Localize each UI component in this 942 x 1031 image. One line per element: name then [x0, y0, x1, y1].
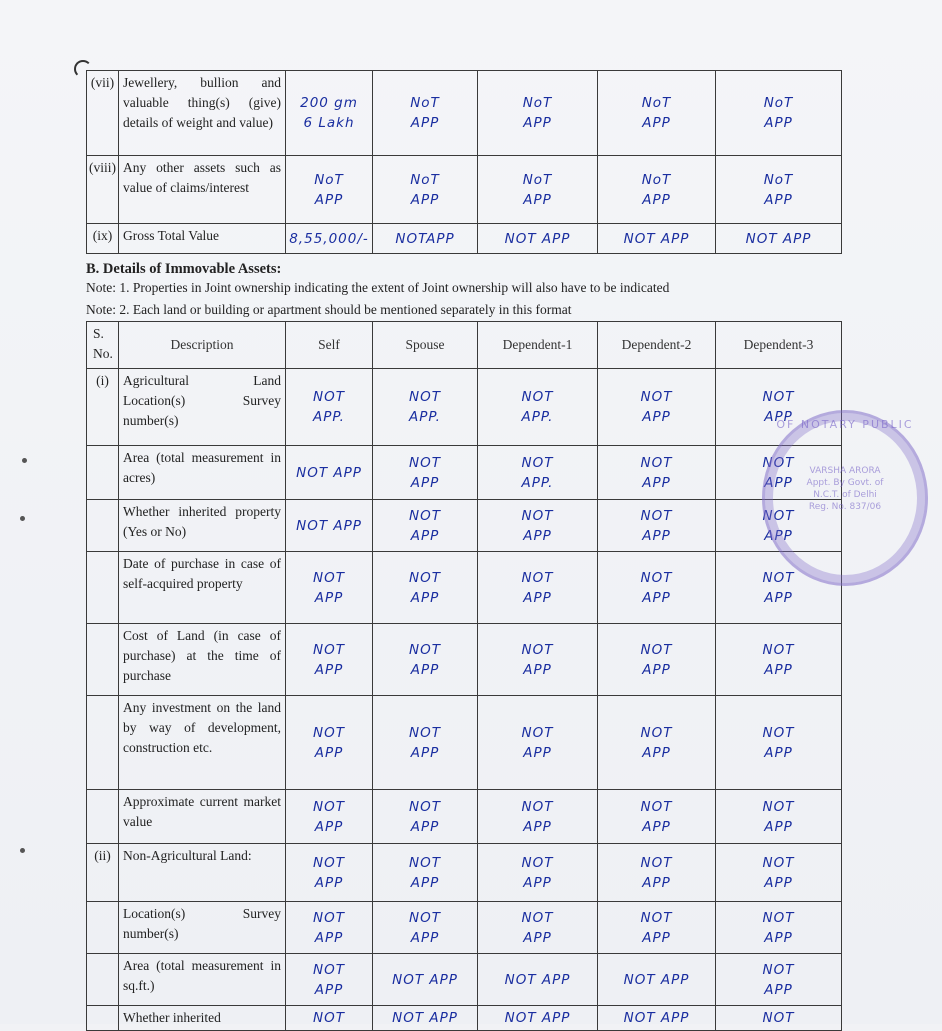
- handwritten-text: NOT APP: [409, 507, 441, 544]
- handwritten-text: NOT APP: [640, 454, 673, 491]
- handwritten-entry: [478, 624, 598, 696]
- handwritten-text: NOT APP: [392, 971, 458, 988]
- handwritten-text: NOT APP: [313, 724, 345, 761]
- handwritten-text: NOT APP: [296, 517, 362, 534]
- row-description: Approximate current market value: [119, 790, 286, 844]
- handwritten-entry: [598, 446, 716, 500]
- handwritten-entry: [598, 954, 716, 1006]
- handwritten-text: NOT APP: [409, 569, 441, 606]
- table-row: [87, 224, 842, 254]
- handwritten-entry: [373, 624, 478, 696]
- header-sno: S. No.: [87, 322, 119, 369]
- handwritten-entry: [286, 500, 373, 552]
- handwritten-text: NOT APP.: [521, 389, 554, 425]
- handwritten-entry: [286, 446, 373, 500]
- handwritten-text: NOT APP: [521, 854, 554, 891]
- header-dependent-1: Dependent-1: [478, 322, 598, 369]
- handwritten-entry: [286, 71, 373, 156]
- handwritten-text: NOT APP.: [313, 389, 345, 425]
- handwritten-entry: [478, 224, 598, 254]
- handwritten-entry: [716, 790, 842, 844]
- stamp-arc-text: OF NOTARY PUBLIC: [776, 418, 914, 431]
- notary-stamp: [762, 410, 928, 586]
- handwritten-text: NOT APP: [521, 507, 554, 544]
- handwritten-entry: [478, 71, 598, 156]
- handwritten-entry: [286, 790, 373, 844]
- handwritten-text: 8,55,000/-: [289, 230, 369, 247]
- handwritten-text: NoT APP: [314, 171, 344, 208]
- handwritten-entry: [286, 844, 373, 902]
- handwritten-entry: [286, 696, 373, 790]
- handwritten-entry: [373, 954, 478, 1006]
- row-description: Any investment on the land by way of development, construction etc.: [119, 696, 286, 790]
- handwritten-entry: [286, 369, 373, 446]
- handwritten-text: NoT APP: [410, 171, 440, 208]
- handwritten-entry: [478, 446, 598, 500]
- handwritten-text: NOT APP: [409, 724, 441, 761]
- row-number: [87, 696, 119, 790]
- handwritten-entry: [716, 696, 842, 790]
- handwritten-text: NOT APP: [762, 389, 795, 425]
- row-number: [87, 624, 119, 696]
- handwritten-entry: [286, 224, 373, 254]
- handwritten-text: NOT APP: [504, 971, 571, 988]
- punch-hole: [20, 516, 25, 521]
- handwritten-entry: [373, 500, 478, 552]
- handwritten-text: NOT APP: [745, 230, 812, 247]
- row-description: Non-Agricultural Land:: [119, 844, 286, 902]
- handwritten-entry: [716, 902, 842, 954]
- handwritten-text: NOT APP: [623, 971, 690, 988]
- table-row: [87, 446, 842, 500]
- note-2: Note: 2. Each land or building or apartment should be mentioned separately in this format: [86, 302, 572, 317]
- handwritten-entry: [716, 156, 842, 224]
- handwritten-text: NOT APP: [521, 724, 554, 761]
- header-row: [87, 322, 842, 369]
- table-row: [87, 369, 842, 446]
- table-row: [87, 844, 842, 902]
- punch-hole: [22, 458, 27, 463]
- handwritten-entry: [598, 624, 716, 696]
- handwritten-entry: [598, 790, 716, 844]
- handwritten-text: NOT APP: [640, 798, 673, 835]
- handwritten-text: NOT APP: [313, 641, 345, 678]
- handwritten-entry: [598, 224, 716, 254]
- table-row: [87, 552, 842, 624]
- row-description: Gross Total Value: [119, 224, 286, 254]
- handwritten-entry: [286, 954, 373, 1006]
- handwritten-text: NOT APP: [640, 507, 673, 544]
- handwritten-text: NOT APP: [762, 724, 795, 761]
- handwritten-text: NOT APP: [521, 909, 554, 946]
- handwritten-entry: [373, 696, 478, 790]
- handwritten-entry: [478, 844, 598, 902]
- header-dependent-3: Dependent-3: [716, 322, 842, 369]
- handwritten-text: NOT APP: [313, 961, 345, 998]
- handwritten-entry: [478, 790, 598, 844]
- row-number: [87, 500, 119, 552]
- handwritten-entry: [373, 1006, 478, 1031]
- row-number: [87, 552, 119, 624]
- handwritten-entry: [598, 552, 716, 624]
- handwritten-text: NOT APP: [640, 854, 673, 891]
- handwritten-text: NOT APP: [640, 389, 673, 425]
- handwritten-entry: [598, 156, 716, 224]
- handwritten-text: NOT APP: [504, 230, 571, 247]
- row-description: Location(s) Survey number(s): [119, 902, 286, 954]
- handwritten-text: NOT APP: [313, 798, 345, 835]
- handwritten-entry: [598, 369, 716, 446]
- row-description: Any other assets such as value of claims/interest: [119, 156, 286, 224]
- table-row: [87, 71, 842, 156]
- table-row: [87, 156, 842, 224]
- handwritten-entry: [716, 71, 842, 156]
- handwritten-text: NOT APP.: [521, 454, 554, 491]
- handwritten-entry: [716, 1006, 842, 1031]
- handwritten-entry: [598, 1006, 716, 1031]
- stamp-line: N.C.T. of Delhi: [813, 490, 877, 500]
- handwritten-entry: [286, 156, 373, 224]
- handwritten-text: NOT APP: [762, 454, 795, 491]
- row-number: (ix): [87, 224, 119, 254]
- handwritten-entry: [598, 500, 716, 552]
- handwritten-entry: [478, 500, 598, 552]
- handwritten-text: NOT APP: [762, 641, 795, 678]
- handwritten-text: NOT APP: [521, 641, 554, 678]
- handwritten-entry: [598, 844, 716, 902]
- row-number: [87, 1006, 119, 1031]
- handwritten-entry: [478, 954, 598, 1006]
- handwritten-text: NOT APP: [313, 569, 345, 606]
- table-row: [87, 624, 842, 696]
- handwritten-entry: [716, 224, 842, 254]
- table-row: [87, 1006, 842, 1031]
- handwritten-text: NOT APP: [623, 230, 690, 247]
- handwritten-entry: [716, 954, 842, 1006]
- handwritten-text: NOT: [762, 1010, 795, 1026]
- row-description: Jewellery, bullion and valuable thing(s) (give) details of weight and value): [119, 71, 286, 156]
- handwritten-entry: [373, 844, 478, 902]
- table-row: [87, 500, 842, 552]
- handwritten-entry: [373, 156, 478, 224]
- handwritten-entry: [598, 902, 716, 954]
- handwritten-text: NOT APP: [409, 798, 441, 835]
- handwritten-text: NOT APP: [762, 569, 795, 606]
- handwritten-entry: [286, 624, 373, 696]
- handwritten-text: NOT APP: [762, 961, 795, 998]
- row-number: [87, 790, 119, 844]
- table-row: [87, 790, 842, 844]
- handwritten-entry: [478, 369, 598, 446]
- row-number: (viii): [87, 156, 119, 224]
- handwritten-entry: [373, 224, 478, 254]
- handwritten-entry: [286, 902, 373, 954]
- handwritten-text: NOT APP: [762, 798, 795, 835]
- table-row: [87, 696, 842, 790]
- table-row: [87, 954, 842, 1006]
- stamp-line: VARSHA ARORA: [809, 466, 881, 476]
- immovable-assets-table: [86, 321, 842, 1031]
- row-description: Cost of Land (in case of purchase) at the time of purchase: [119, 624, 286, 696]
- handwritten-entry: [286, 552, 373, 624]
- handwritten-text: NOT APP: [409, 854, 441, 891]
- handwritten-text: NOT APP: [521, 569, 554, 606]
- handwritten-entry: [478, 902, 598, 954]
- row-description: Whether inherited property (Yes or No): [119, 500, 286, 552]
- handwritten-text: 200 gm 6 Lakh: [300, 95, 358, 131]
- handwritten-entry: [286, 1006, 373, 1031]
- table-row: [87, 902, 842, 954]
- handwritten-text: NoT APP: [410, 95, 440, 131]
- handwritten-text: NOT APP: [640, 641, 673, 678]
- handwritten-entry: [478, 156, 598, 224]
- punch-hole: [20, 848, 25, 853]
- section-title: B. Details of Immovable Assets:: [86, 261, 282, 277]
- row-number: (i): [87, 369, 119, 446]
- handwritten-entry: [716, 624, 842, 696]
- handwritten-text: NOT APP: [409, 641, 441, 678]
- movable-assets-table: [86, 70, 842, 254]
- stamp-line: Reg. No. 837/06: [808, 502, 882, 512]
- row-number: [87, 902, 119, 954]
- row-description: Area (total measurement in sq.ft.): [119, 954, 286, 1006]
- handwritten-text: NOT APP: [504, 1010, 571, 1026]
- handwritten-text: NOT APP: [392, 1010, 458, 1026]
- handwritten-text: NOT APP: [623, 1010, 690, 1026]
- handwritten-entry: [373, 446, 478, 500]
- handwritten-entry: [478, 1006, 598, 1031]
- handwritten-entry: [716, 844, 842, 902]
- handwritten-entry: [598, 696, 716, 790]
- handwritten-text: NoT APP: [641, 171, 672, 208]
- handwritten-text: NoT APP: [763, 95, 794, 131]
- handwritten-entry: [598, 71, 716, 156]
- handwritten-entry: [373, 71, 478, 156]
- handwritten-text: NOT APP: [521, 798, 554, 835]
- row-description: Date of purchase in case of self-acquired property: [119, 552, 286, 624]
- row-number: (vii): [87, 71, 119, 156]
- note-1: Note: 1. Properties in Joint ownership indicating the extent of Joint ownership will also have to be indicated: [86, 280, 670, 295]
- handwritten-entry: [373, 369, 478, 446]
- handwritten-entry: [478, 552, 598, 624]
- handwritten-text: NOT APP: [409, 909, 441, 946]
- handwritten-text: NOT APP: [640, 569, 673, 606]
- handwritten-text: NOT: [313, 1010, 345, 1026]
- handwritten-text: NoT APP: [763, 171, 794, 208]
- handwritten-text: NoT APP: [522, 95, 553, 131]
- handwritten-text: NoT APP: [641, 95, 672, 131]
- handwritten-entry: [373, 902, 478, 954]
- handwritten-text: NOT APP: [762, 854, 795, 891]
- header-self: Self: [286, 322, 373, 369]
- stamp-line: Appt. By Govt. of: [806, 478, 884, 488]
- handwritten-entry: [478, 696, 598, 790]
- row-description: Area (total measurement in acres): [119, 446, 286, 500]
- handwritten-text: NOT APP: [762, 507, 795, 544]
- handwritten-entry: [373, 790, 478, 844]
- handwritten-text: NOT APP: [296, 464, 362, 481]
- handwritten-text: NOT APP: [640, 909, 673, 946]
- handwritten-text: NOT APP: [409, 454, 441, 491]
- header-description: Description: [119, 322, 286, 369]
- row-number: (ii): [87, 844, 119, 902]
- header-spouse: Spouse: [373, 322, 478, 369]
- row-description: Whether inherited: [119, 1006, 286, 1031]
- handwritten-text: NOT APP: [762, 909, 795, 946]
- handwritten-text: NOTAPP: [395, 230, 455, 247]
- handwritten-text: NOT APP: [313, 854, 345, 891]
- row-description: Agricultural Land Location(s) Survey number(s): [119, 369, 286, 446]
- handwritten-text: NoT APP: [522, 171, 553, 208]
- handwritten-text: NOT APP.: [409, 389, 441, 425]
- header-dependent-2: Dependent-2: [598, 322, 716, 369]
- handwritten-entry: [373, 552, 478, 624]
- handwritten-text: NOT APP: [640, 724, 673, 761]
- handwritten-text: NOT APP: [313, 909, 345, 946]
- row-number: [87, 446, 119, 500]
- row-number: [87, 954, 119, 1006]
